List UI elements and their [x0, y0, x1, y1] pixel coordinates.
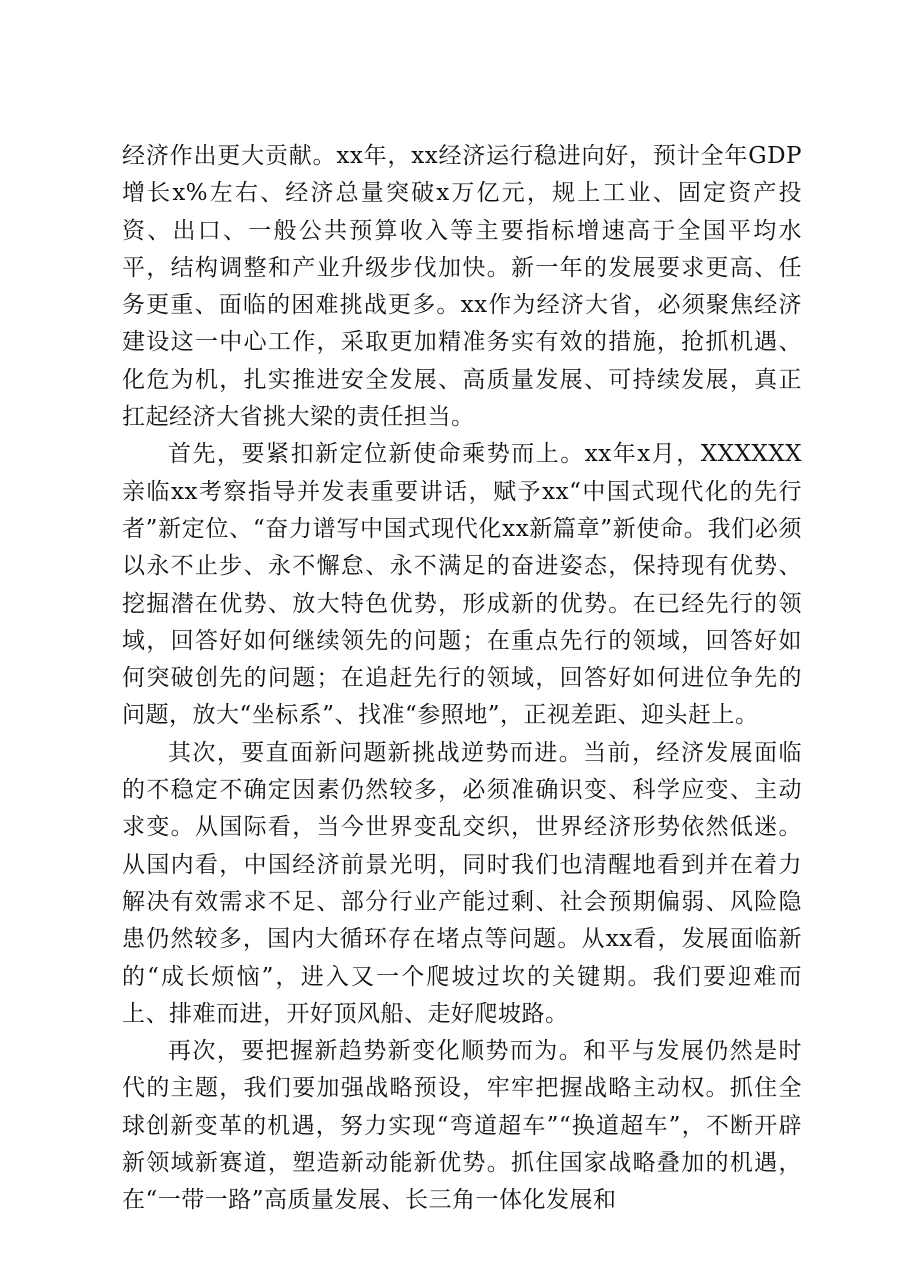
document-body	[122, 138, 802, 1220]
paragraph-1: 经济作出更大贡献。xx年，xx经济运行稳进向好，预计全年GDP增长x%左右、经济总量突破x万亿元，规上工业、固定资产投资、出口、一般公共预算收入等主要指标增速高于全国平均水平，结构调整和产业升级步伐加快。新一年的发展要求更高、任务更重、面临的困难挑战更多。xx作为经济大省，必须聚焦经济建设这一中心工作，采取更加精准务实有效的措施，抢抓机遇、化危为机，扎实推进安全发展、高质量发展、可持续发展，真正扛起经济大省挑大梁的责任担当。	[122, 143, 802, 431]
paragraph-3: 其次，要直面新问题新挑战逆势而进。当前，经济发展面临的不稳定不确定因素仍然较多，必须准确识变、科学应变、主动求变。从国际看，当今世界变乱交织，世界经济形势依然低迷。从国内看，中国经济前景光明，同时我们也清醒地看到并在着力解决有效需求不足、部分行业产能过剩、社会预期偏弱、风险隐患仍然较多，国内大循环存在堵点等问题。从xx看，发展面临新的“成长烦恼”，进入又一个爬坡过坎的关键期。我们要迎难而上、排难而进，开好顶风船、走好爬坡路。	[122, 739, 802, 1027]
paragraph-2: 首先，要紧扣新定位新使命乘势而上。xx年x月，XXXXXX亲临xx考察指导并发表重要讲话，赋予xx“中国式现代化的先行者”新定位、“奋力谱写中国式现代化xx新篇章”新使命。我们必须以永不止步、永不懈怠、永不满足的奋进姿态，保持现有优势、挖掘潜在优势、放大特色优势，形成新的优势。在已经先行的领域，回答好如何继续领先的问题；在重点先行的领域，回答好如何突破创先的问题；在追赶先行的领域，回答好如何进位争先的问题，放大“坐标系”、找准“参照地”，正视差距、迎头赶上。	[122, 441, 802, 729]
paragraph-4: 再次，要把握新趋势新变化顺势而为。和平与发展仍然是时代的主题，我们要加强战略预设，牢牢把握战略主动权。抓住全球创新变革的机遇，努力实现“弯道超车”“换道超车”，不断开辟新领域新赛道，塑造新动能新优势。抓住国家战略叠加的机遇，在“一带一路”高质量发展、长三角一体化发展和	[122, 1038, 802, 1214]
